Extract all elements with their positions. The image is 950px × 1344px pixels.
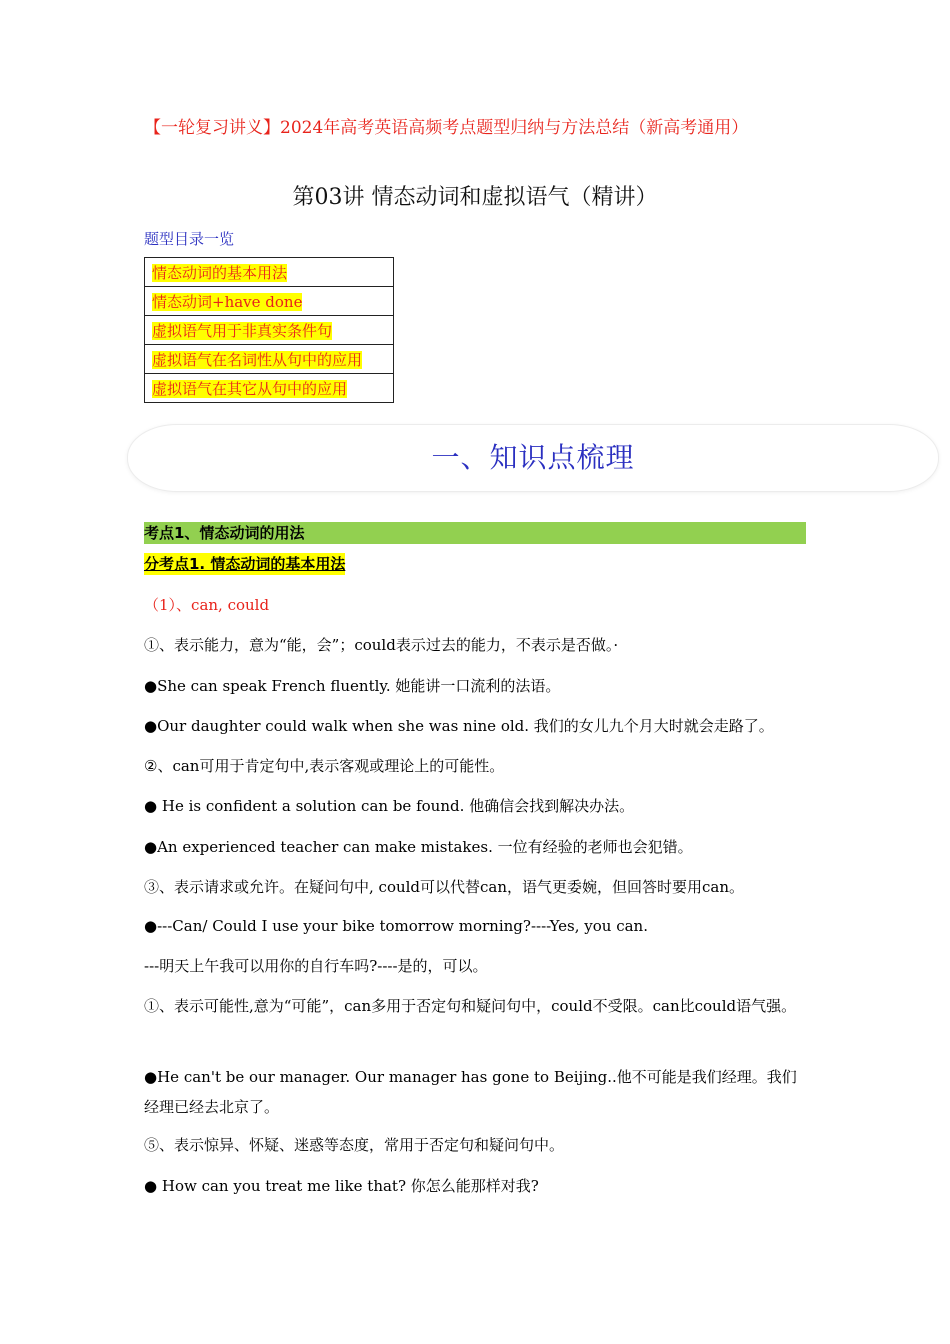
content-line: ● He is confident a solution can be found. 他确信会找到解决办法。 [144,797,635,815]
content-line: ●---Can/ Could I use your bike tomorrow morning?----Yes, you can. [144,917,648,935]
toc-item[interactable]: 虚拟语气用于非真实条件句 [152,321,333,340]
toc-heading: 题型目录一览 [144,230,235,248]
content-line: ●She can speak French fluently. 她能讲一口流利的法语。 [144,677,561,695]
toc-table [144,257,394,403]
content-line: ③、表示请求或允许。在疑问句中, could可以代替can，语气更委婉，但回答时要用can。 [144,878,745,896]
toc-item[interactable]: 虚拟语气在其它从句中的应用 [152,379,348,398]
toc-row [145,345,394,374]
content-line: ● How can you treat me like that? 你怎么能那样对我? [144,1177,539,1195]
content-line: ---明天上午我可以用你的自行车吗?----是的，可以。 [144,957,488,975]
content-line: ①、表示可能性,意为“可能”，can多用于否定句和疑问句中，could不受限。can比could语气强。 [144,997,797,1015]
content-line: ●He can't be our manager. Our manager has gone to Beijing..他不可能是我们经理。我们经理已经去北京了。 [144,1068,797,1116]
section-banner [127,424,939,492]
content-line: （1）、can, could [144,596,270,614]
kaodian-heading: 考点1、情态动词的用法 [144,522,806,544]
content-line: ②、can可用于肯定句中,表示客观或理论上的可能性。 [144,757,505,775]
toc-row [145,316,394,345]
toc-row [145,258,394,287]
document-title: 【一轮复习讲义】2024年高考英语高频考点题型归纳与方法总结（新高考通用） [144,118,749,138]
toc-row [145,374,394,403]
content-line: ①、表示能力，意为“能，会”；could表示过去的能力，不表示是否做。· [144,636,619,654]
toc-item[interactable]: 情态动词+have done [152,292,303,311]
lecture-title: 第03讲 情态动词和虚拟语气（精讲） [292,185,658,210]
toc-item[interactable]: 虚拟语气在名词性从句中的应用 [152,350,363,369]
content-line: ⑤、表示惊异、怀疑、迷惑等态度，常用于否定句和疑问句中。 [144,1136,565,1154]
sub-kaodian-heading: 分考点1. 情态动词的基本用法 [144,555,346,573]
toc-item[interactable]: 情态动词的基本用法 [152,263,288,282]
content-line: ●An experienced teacher can make mistakes. 一位有经验的老师也会犯错。 [144,838,693,856]
toc-row [145,287,394,316]
content-line: ●Our daughter could walk when she was nine old. 我们的女儿九个月大时就会走路了。 [144,717,774,735]
section-banner-title: 一、知识点梳理 [431,441,635,474]
